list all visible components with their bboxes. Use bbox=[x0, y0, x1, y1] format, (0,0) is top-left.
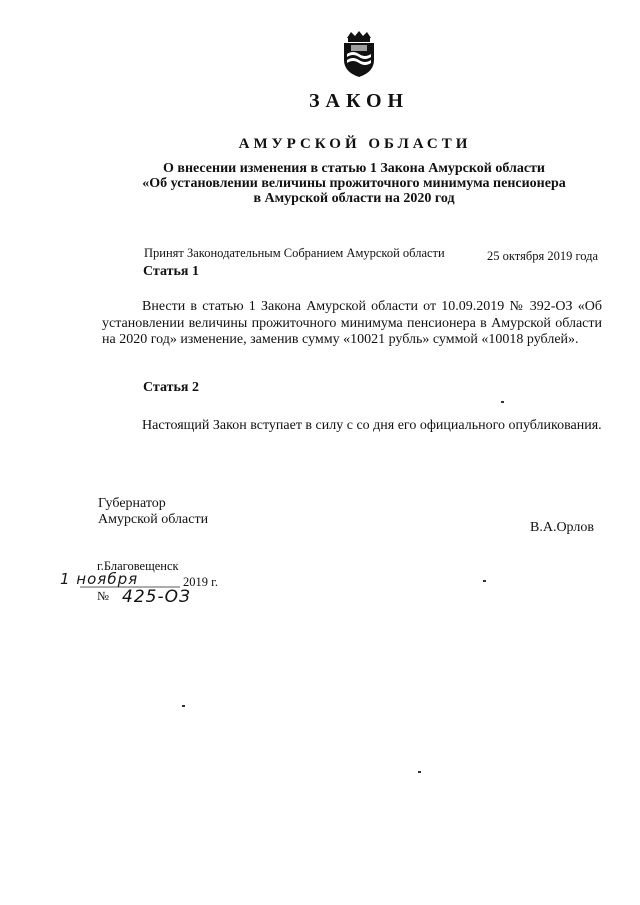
scan-speck bbox=[418, 771, 421, 773]
handwritten-number: 425-ОЗ bbox=[122, 587, 191, 607]
signer-title-line: Губернатор bbox=[98, 496, 166, 511]
scan-speck bbox=[182, 705, 185, 707]
adopted-by: Принят Законодательным Собранием Амурской области bbox=[144, 246, 445, 260]
year: 2019 г. bbox=[183, 575, 218, 589]
city: г.Благовещенск bbox=[97, 559, 179, 573]
amur-region-coat-of-arms-icon bbox=[339, 30, 379, 78]
handwritten-date: 1 ноября bbox=[60, 570, 139, 588]
law-title: ЗАКОН bbox=[308, 90, 410, 112]
adopted-date: 25 октября 2019 года bbox=[487, 249, 599, 263]
subject-line: «Об установлении величины прожиточного минимума пенсионера bbox=[142, 176, 566, 191]
number-label: № bbox=[97, 589, 109, 603]
article-2-text: Настоящий Закон вступает в силу с со дня его официального опубликования. bbox=[142, 418, 602, 433]
scan-speck bbox=[483, 580, 486, 582]
subject-line: О внесении изменения в статью 1 Закона Амурской области bbox=[163, 161, 545, 176]
scan-speck bbox=[501, 401, 504, 403]
region-title: АМУРСКОЙ ОБЛАСТИ bbox=[238, 136, 472, 152]
signer-name: В.А.Орлов bbox=[530, 520, 594, 535]
signer-title-line: Амурской области bbox=[98, 512, 209, 527]
article-2-heading: Статья 2 bbox=[143, 380, 199, 395]
article-1-text: Внести в статью 1 Закона Амурской области от 10.09.2019 № 392-ОЗ «Об установлении величины прожиточного минимума пенсионера в Амурской области на 2020 год» изменение, заменив сумму «10021 рубль» суммой «10018 рублей». bbox=[102, 299, 602, 347]
law-subject bbox=[110, 161, 598, 206]
article-1-heading: Статья 1 bbox=[143, 264, 199, 279]
signer-title bbox=[98, 496, 208, 528]
subject-line: в Амурской области на 2020 год bbox=[253, 191, 455, 206]
